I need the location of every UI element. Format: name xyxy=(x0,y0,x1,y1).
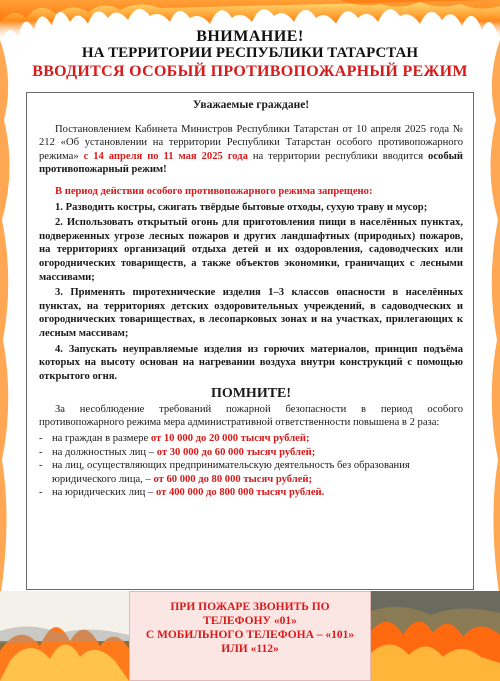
greeting: Уважаемые граждане! xyxy=(192,99,310,111)
intro-regime: особый противопожарный режим! xyxy=(39,150,463,176)
penalty-amount: от 60 000 до 80 000 тысяч рублей; xyxy=(153,473,313,485)
rule-item: 3. Применять пиротехнические изделия 1–3 классов опасности в населённых пунктах, на территориях детских оздоровительных учреждений, в садоводческих и огороднических товариществах, в лесопарковых зонах и на участках, прилегающих к лесным массивам; xyxy=(39,287,463,339)
penalty-item xyxy=(39,432,463,446)
footer-line: ИЛИ «112» xyxy=(221,643,279,655)
footer-line: ТЕЛЕФОНУ «01» xyxy=(203,615,297,627)
penalty-amount: от 30 000 до 60 000 тысяч рублей; xyxy=(156,446,316,458)
intro-text: Постановлением Кабинета Министров Республики Татарстан от 10 апреля 2025 года № 212 «Об установлении на территории Республики Татарстан особого противопожарного режима» xyxy=(39,123,463,162)
fine-intro: За несоблюдение требований пожарной безопасности в период особого противопожарного режима мера административной ответственности повышена в 2 раза: xyxy=(39,403,463,429)
territory-title: НА ТЕРРИТОРИИ РЕСПУБЛИКИ ТАТАРСТАН xyxy=(81,45,419,61)
remember-heading: ПОМНИТЕ! xyxy=(210,386,292,402)
rule-item: 4. Запускать неуправляемые изделия из горючих материалов, принцип подъёма которых на высоту основан на нагревании воздуха внутри конструкций с помощью открытого огня. xyxy=(39,343,463,382)
intro-paragraph xyxy=(39,123,463,177)
prohibited-heading: В период действия особого противопожарного режима запрещено: xyxy=(55,185,373,197)
rule-item: 1. Разводить костры, сжигать твёрдые бытовые отходы, сухую траву и мусор; xyxy=(55,201,428,213)
penalty-amount: от 400 000 до 800 000 тысяч рублей. xyxy=(155,487,325,499)
attention-title: ВНИМАНИЕ! xyxy=(196,28,304,45)
penalty-who: на граждан в размере xyxy=(52,433,151,445)
intro-dates: с 14 апреля по 11 мая 2025 года xyxy=(83,150,248,162)
penalty-item xyxy=(39,446,463,460)
penalty-who: на лиц, осуществляющих предпринимательскую деятельность без образования юридического лица, – xyxy=(52,460,410,485)
left-flames-decoration xyxy=(0,40,20,600)
penalty-who: на юридических лиц – xyxy=(52,487,156,499)
wildfire-photo-right xyxy=(371,591,500,681)
footer-line: ПРИ ПОЖАРЕ ЗВОНИТЬ ПО xyxy=(170,601,330,613)
header xyxy=(20,28,480,82)
penalty-list xyxy=(39,432,463,500)
emergency-call-box xyxy=(129,591,371,681)
intro-text-2: на территории республики вводится xyxy=(247,150,429,162)
right-flames-decoration xyxy=(480,40,500,600)
penalty-amount: от 10 000 до 20 000 тысяч рублей; xyxy=(150,433,310,445)
regime-title: ВВОДИТСЯ ОСОБЫЙ ПРОТИВОПОЖАРНЫЙ РЕЖИМ xyxy=(32,63,468,80)
footer-line: С МОБИЛЬНОГО ТЕЛЕФОНА – «101» xyxy=(145,629,355,641)
penalty-item xyxy=(39,459,463,486)
notice-panel xyxy=(26,92,474,590)
wildfire-photo-left xyxy=(0,591,129,681)
penalty-who: на должностных лиц – xyxy=(52,446,157,458)
rule-item: 2. Использовать открытый огонь для приготовления пищи в населённых пунктах, подверженных угрозе лесных пожаров и других ландшафтных (природных) пожаров, на территориях организаций отдыха детей и их оздоровления, садоводческих или огороднических товариществ, а также объектов экономики, граничащих с лесными массивами; xyxy=(39,217,463,283)
penalty-item xyxy=(39,486,463,500)
